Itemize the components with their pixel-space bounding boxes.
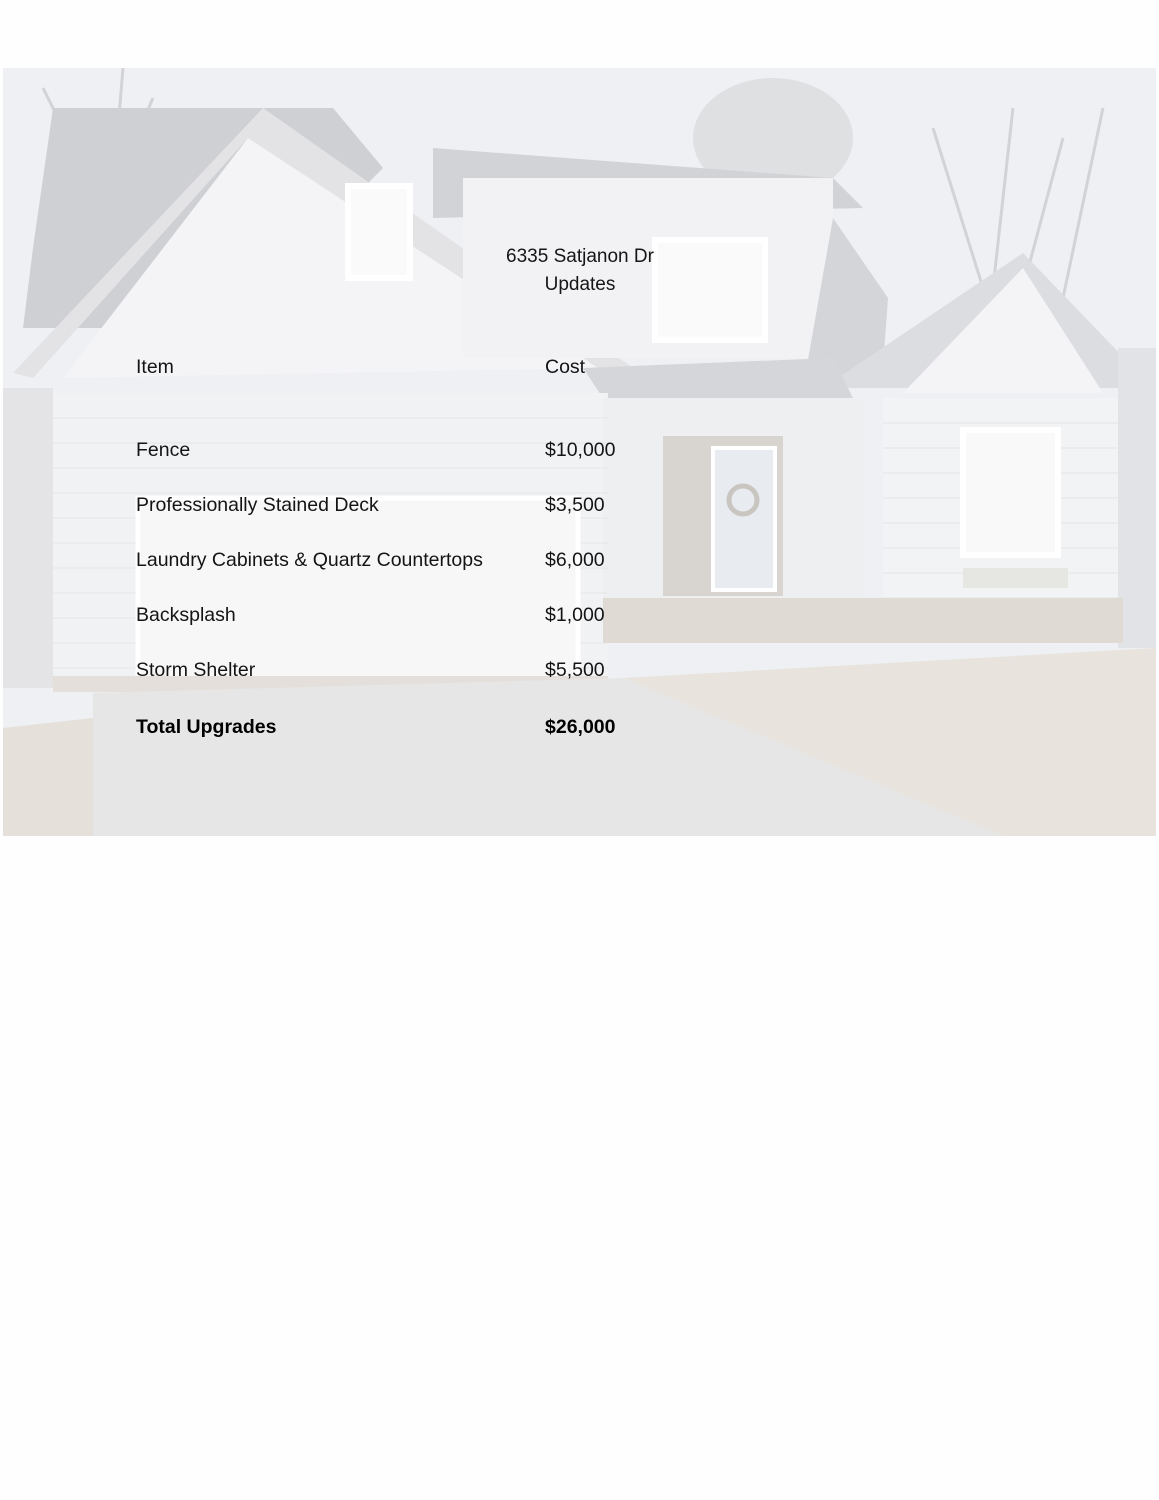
table-header [136,354,696,380]
row-item: Laundry Cabinets & Quartz Countertops [136,549,483,571]
header-cost: Cost [545,356,586,378]
row-item: Fence [136,439,191,461]
title-subtitle: Updates [544,274,616,295]
row-cost: $6,000 [545,549,605,571]
row-item: Professionally Stained Deck [136,494,379,516]
total-row [136,714,696,740]
total-cost: $26,000 [545,716,616,738]
header-item: Item [136,356,174,378]
row-item: Backsplash [136,604,236,626]
table-row [136,437,696,463]
table-row [136,547,696,573]
row-cost: $3,500 [545,494,605,516]
document-title [440,243,720,299]
row-cost: $10,000 [545,439,616,461]
title-address: 6335 Satjanon Dr [506,246,654,267]
row-cost: $1,000 [545,604,605,626]
table-row [136,602,696,628]
table-row [136,492,696,518]
row-item: Storm Shelter [136,659,256,681]
row-cost: $5,500 [545,659,605,681]
table-row [136,657,696,683]
total-label: Total Upgrades [136,716,277,738]
